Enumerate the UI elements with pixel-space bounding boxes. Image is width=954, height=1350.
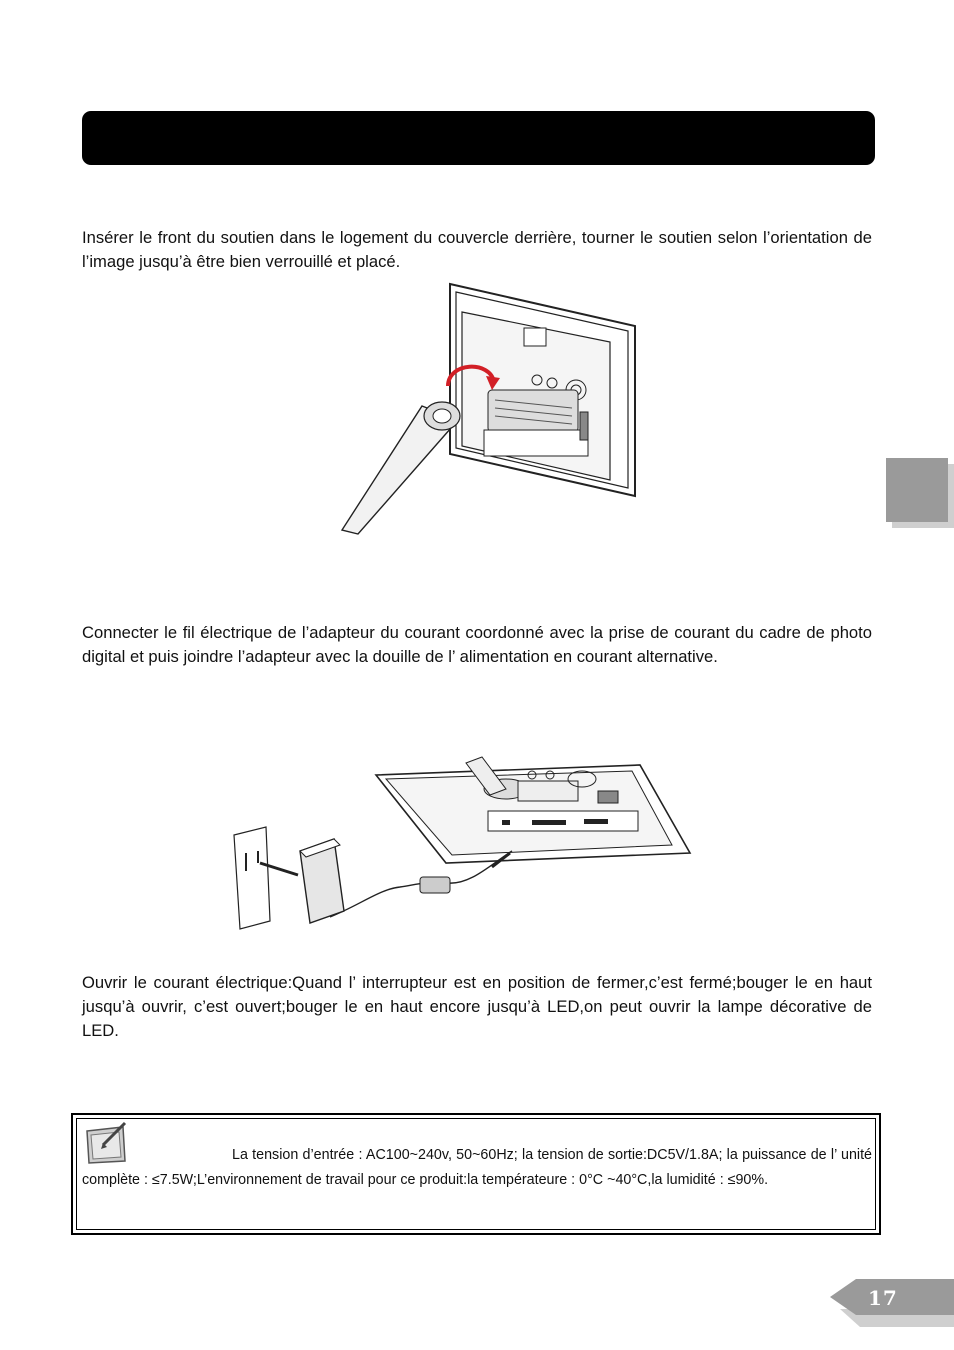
figure-adapter-connection <box>220 755 692 930</box>
note-text: La tension d’entrée : AC100~240v, 50~60Hz; la tension de sortie:DC5V/1.8A; la puissance de l’ unité complète : ≤7.5W;L’environnement de travail pour ce produit:la températeure : 0°C ~40°C,la lumidité : ≤90%. <box>82 1147 872 1188</box>
paragraph-switch: Ouvrir le courant électrique:Quand l’ interrupteur est en position de fermer,c’est fermé;bouger le en haut jusqu’à ouvrir, c’est ouvert;bouger le en haut encore jusqu’à LED,on peut ouvrir la lampe décorative de LED. <box>82 973 872 1040</box>
chapter-side-tab <box>886 458 954 528</box>
figure-stand-install <box>330 282 646 544</box>
note-box <box>71 1113 881 1235</box>
section-header-bar <box>82 111 875 165</box>
paragraph-power: Connecter le fil électrique de l’adapteur du courant coordonné avec la prise de courant du cadre de photo digital et puis joindre l’adapteur avec la douille de l’ alimentation en courant alternative. <box>82 623 872 666</box>
paragraph-stand: Insérer le front du soutien dans le logement du couvercle derrière, tourner le soutien selon l’orientation de l’image jusqu’à être bien verrouillé et placé. <box>82 228 872 271</box>
page-number: 17 <box>868 1286 898 1310</box>
